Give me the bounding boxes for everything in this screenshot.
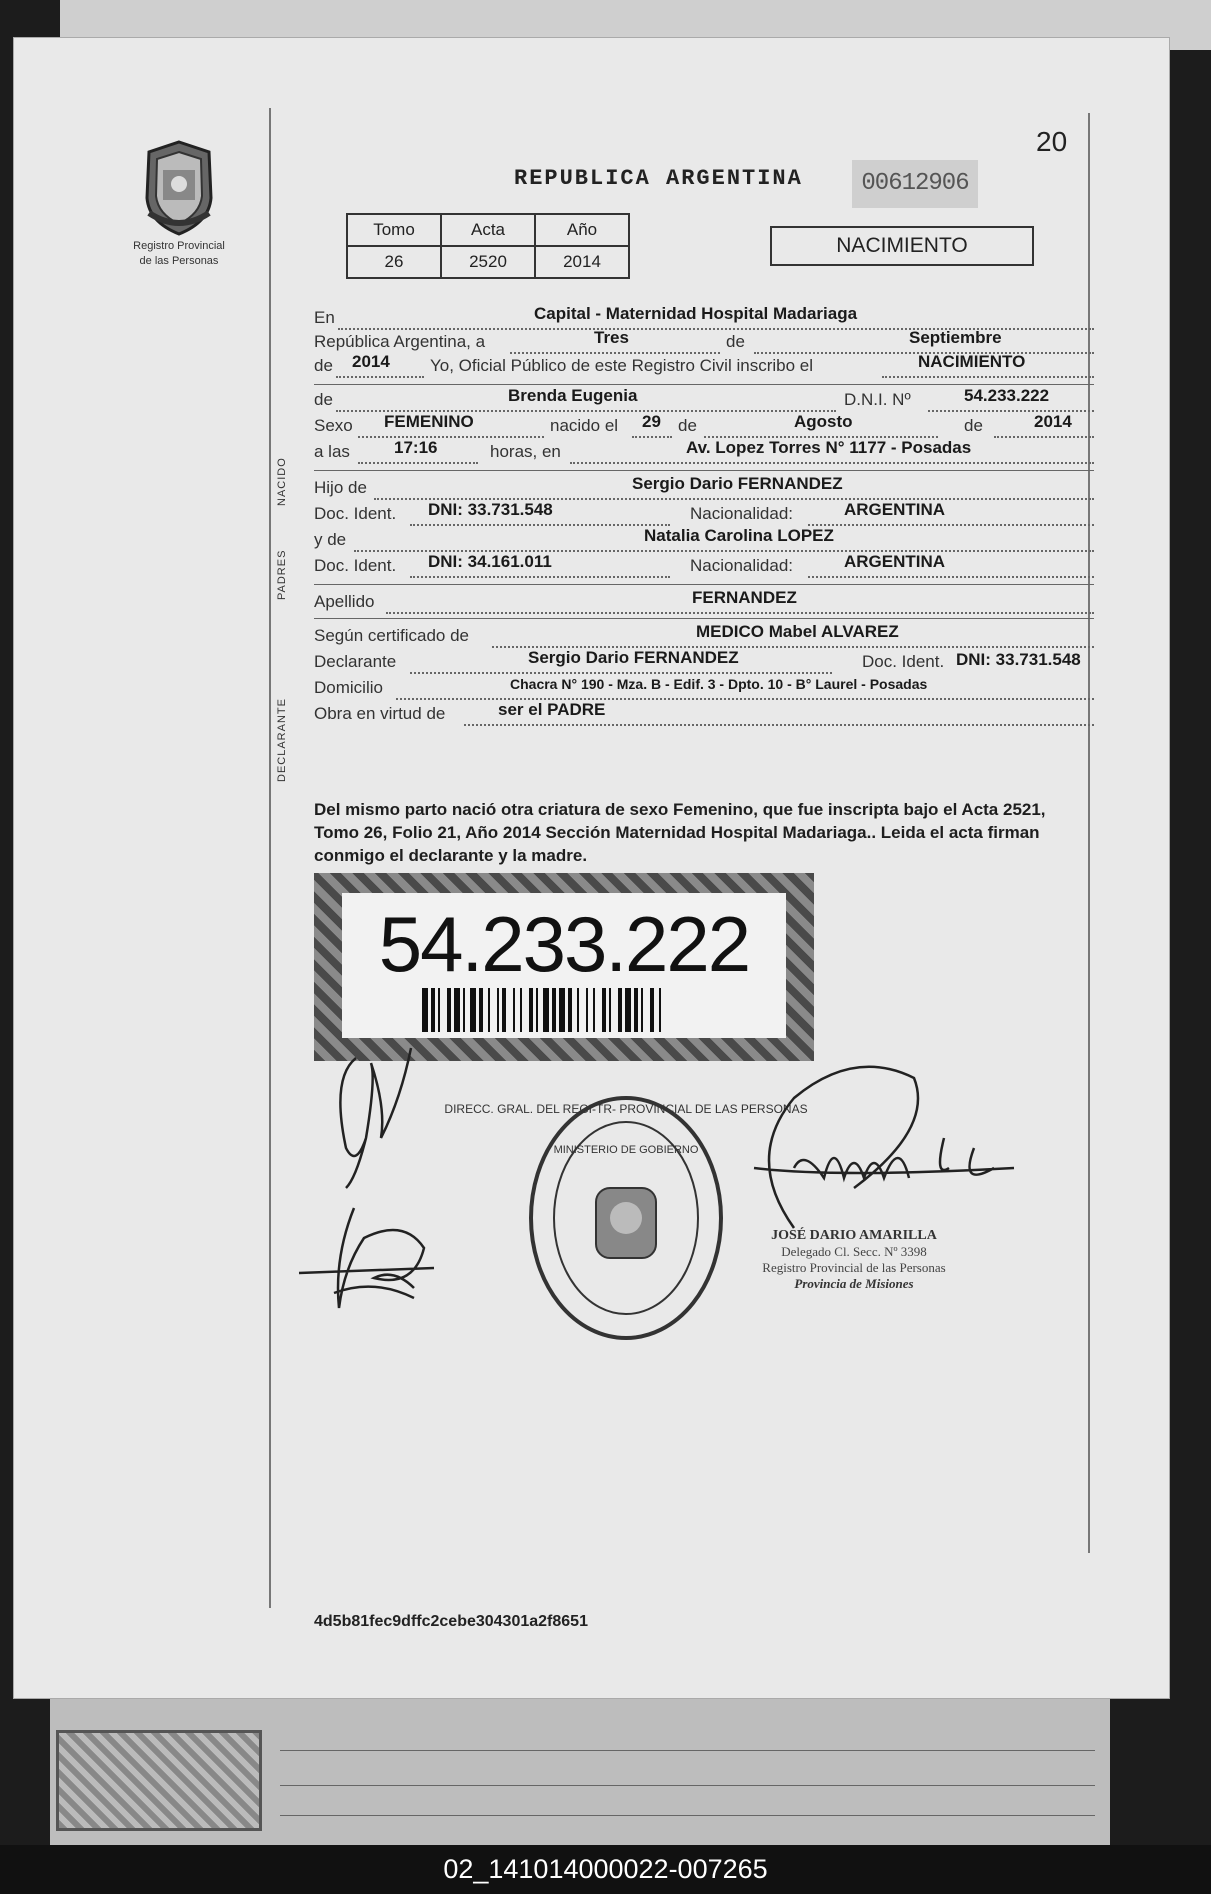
mother-nat-value: ARGENTINA xyxy=(844,552,946,571)
record-type-box: NACIMIENTO xyxy=(770,226,1034,266)
note-paragraph: Del mismo parto nació otra criatura de sexo Femenino, que fue inscripta bajo el Acta 2521, Tomo 26, Folio 21, Año 2014 Sección Maternidad Hospital Madariaga.. Leida el acta firman conmigo el declarante y la madre. xyxy=(314,800,1046,865)
barcode-bar xyxy=(577,988,579,1032)
declarante-value: Sergio Dario FERNANDEZ xyxy=(528,648,739,667)
barcode-bar xyxy=(479,988,483,1032)
barcode-icon xyxy=(422,988,712,1032)
barcode-inner xyxy=(342,893,786,1038)
domicilio-value: Chacra N° 190 - Mza. B - Edif. 3 - Dpto. 10 - B° Laurel - Posadas xyxy=(510,676,928,692)
barcode-bar xyxy=(543,988,549,1032)
underlying-barcode-frame xyxy=(56,1730,262,1831)
barcode-bar xyxy=(634,988,638,1032)
cert-value: MEDICO Mabel ALVAREZ xyxy=(696,622,899,641)
yde-label: y de xyxy=(314,530,347,549)
dni-label: D.N.I. Nº xyxy=(844,390,911,409)
de-label: de xyxy=(726,332,745,351)
name-value: Brenda Eugenia xyxy=(508,386,638,405)
barcode-bar xyxy=(502,988,506,1032)
underlying-page-bottom xyxy=(50,1690,1110,1845)
dni-value: 54.233.222 xyxy=(964,386,1050,405)
mother-value: Natalia Carolina LOPEZ xyxy=(644,526,834,545)
ano-header: Año xyxy=(535,214,629,246)
barcode-bar xyxy=(513,988,515,1032)
doc1-label: Doc. Ident. xyxy=(314,504,397,523)
signature-official xyxy=(734,1038,1034,1238)
ano-value: 2014 xyxy=(535,246,629,278)
year-label: de xyxy=(314,356,333,375)
obra-label: Obra en virtud de xyxy=(314,704,446,723)
row-father-doc xyxy=(314,500,1094,528)
image-filename: 02_141014000022-007265 xyxy=(0,1845,1211,1894)
barcode-bar xyxy=(536,988,538,1032)
serial-number-stamp: 00612906 xyxy=(852,160,978,208)
father-nat-value: ARGENTINA xyxy=(844,500,946,519)
left-margin-line xyxy=(269,108,271,1608)
hour-value: 17:16 xyxy=(394,438,438,457)
nac2-label: Nacionalidad: xyxy=(690,556,794,575)
barcode-number: 54.233.222 xyxy=(378,900,750,988)
row-hour xyxy=(314,438,1094,466)
record-header-row xyxy=(347,214,629,246)
section-divider xyxy=(314,384,1094,385)
nacido-label: nacido el xyxy=(550,416,619,435)
apellido-label: Apellido xyxy=(314,592,375,611)
registry-seal-stamp xyxy=(444,1093,808,1343)
obra-value: ser el PADRE xyxy=(498,700,606,719)
logo-caption-line2: de las Personas xyxy=(139,255,219,267)
official-province: Provincia de Misiones xyxy=(794,1276,914,1291)
page-number: 20 xyxy=(1036,126,1068,157)
document-title: REPUBLICA ARGENTINA xyxy=(514,166,803,191)
cert-label: Según certificado de xyxy=(314,626,469,645)
barcode-bar xyxy=(463,988,465,1032)
logo-caption-line1: Registro Provincial xyxy=(133,240,225,252)
horas-label: horas, en xyxy=(490,442,561,461)
official-title2: Registro Provincial de las Personas xyxy=(762,1260,946,1275)
barcode-bar xyxy=(609,988,611,1032)
stamp-ring-text: DIRECC. GRAL. DEL REGI-TR- PROVINCIAL DE LAS PERSONAS xyxy=(444,1102,808,1116)
en-label: En xyxy=(314,308,335,327)
de4-label: de xyxy=(964,416,983,435)
barcode-bar xyxy=(497,988,499,1032)
father-doc-value: DNI: 33.731.548 xyxy=(428,500,553,519)
acta-value: 2520 xyxy=(441,246,535,278)
day-value: Tres xyxy=(594,328,629,347)
sexo-value: FEMENINO xyxy=(384,412,474,431)
document-sheet xyxy=(14,38,1169,1698)
barcode-bar xyxy=(438,988,440,1032)
decl-label: Declarante xyxy=(314,652,397,671)
barcode-bar xyxy=(470,988,476,1032)
barcode-bar xyxy=(447,988,451,1032)
row-mother-doc xyxy=(314,552,1094,580)
nac1-label: Nacionalidad: xyxy=(690,504,794,523)
stamp-inner-text: MINISTERIO DE GOBIERNO xyxy=(553,1144,699,1156)
row-declarante xyxy=(314,648,1094,676)
mother-doc-value: DNI: 34.161.011 xyxy=(428,552,552,571)
birth-day-value: 29 xyxy=(642,412,661,431)
sexo-label: Sexo xyxy=(314,416,353,435)
barcode-bar xyxy=(659,988,661,1032)
row-domicilio xyxy=(314,678,1094,702)
official-name: JOSÉ DARIO AMARILLA xyxy=(771,1228,937,1243)
de3-label: de xyxy=(678,416,697,435)
year-value: 2014 xyxy=(352,352,390,371)
yo-text: Yo, Oficial Público de este Registro Civil inscribo el xyxy=(430,356,813,375)
tomo-header: Tomo xyxy=(347,214,441,246)
barcode-bar xyxy=(602,988,606,1032)
underlying-line xyxy=(280,1815,1095,1816)
birth-year-value: 2014 xyxy=(1034,412,1072,431)
barcode-bar xyxy=(520,988,522,1032)
row-sex xyxy=(314,412,1094,440)
underlying-line xyxy=(280,1750,1095,1751)
doc2-label: Doc. Ident. xyxy=(314,556,397,575)
signature-mother xyxy=(326,1038,436,1188)
barcode-bar xyxy=(454,988,460,1032)
official-title1: Delegado Cl. Secc. Nº 3398 xyxy=(781,1244,927,1259)
de2-label: de xyxy=(314,390,333,409)
barcode-bar xyxy=(431,988,435,1032)
birth-place-value: Av. Lopez Torres N° 1177 - Posadas xyxy=(686,438,972,457)
province-seal-icon xyxy=(139,138,219,238)
barcode-bar xyxy=(488,988,490,1032)
barcode-bar xyxy=(586,988,588,1032)
section-label-declarante: DECLARANTE xyxy=(276,698,288,782)
record-table xyxy=(346,213,630,279)
decl-doc-value: DNI: 33.731.548 xyxy=(956,650,1081,669)
section-label-nacido: NACIDO xyxy=(276,457,288,506)
barcode-bar xyxy=(641,988,643,1032)
row-obra xyxy=(314,700,1094,728)
document-hash: 4d5b81fec9dffc2cebe304301a2f8651 xyxy=(314,1613,588,1630)
doc3-label: Doc. Ident. xyxy=(862,652,945,671)
tomo-value: 26 xyxy=(347,246,441,278)
registry-logo xyxy=(124,138,234,268)
row-mother xyxy=(314,526,1094,554)
barcode-bar xyxy=(422,988,428,1032)
apellido-value: FERNANDEZ xyxy=(692,588,797,607)
official-stamp xyxy=(734,1228,974,1292)
barcode-bar xyxy=(529,988,533,1032)
place-value: Capital - Maternidad Hospital Madariaga xyxy=(534,304,858,323)
birth-month-value: Agosto xyxy=(794,412,853,431)
underlying-line xyxy=(280,1785,1095,1786)
month-value: Septiembre xyxy=(909,328,1002,347)
section-label-padres: PADRES xyxy=(276,549,288,600)
row-name xyxy=(314,386,1094,414)
barcode-bar xyxy=(593,988,595,1032)
barcode-bar xyxy=(618,988,622,1032)
republica-label: República Argentina, a xyxy=(314,332,486,351)
row-certificate xyxy=(314,622,1094,650)
acta-header: Acta xyxy=(441,214,535,246)
father-value: Sergio Dario FERNANDEZ xyxy=(632,474,843,493)
hijo-label: Hijo de xyxy=(314,478,367,497)
barcode-bar xyxy=(625,988,631,1032)
section-divider xyxy=(314,584,1094,585)
section-divider xyxy=(314,470,1094,471)
dom-label: Domicilio xyxy=(314,678,383,697)
section-divider xyxy=(314,618,1094,619)
barcode-bar xyxy=(559,988,565,1032)
record-value-row xyxy=(347,246,629,278)
row-apellido xyxy=(314,588,1094,616)
row-year xyxy=(314,352,1094,380)
inscribe-value: NACIMIENTO xyxy=(918,352,1026,371)
row-father xyxy=(314,474,1094,502)
dni-barcode-label xyxy=(314,873,814,1061)
signature-declarant xyxy=(294,1198,444,1328)
barcode-bar xyxy=(552,988,556,1032)
alas-label: a las xyxy=(314,442,350,461)
barcode-bar xyxy=(568,988,572,1032)
barcode-bar xyxy=(650,988,654,1032)
